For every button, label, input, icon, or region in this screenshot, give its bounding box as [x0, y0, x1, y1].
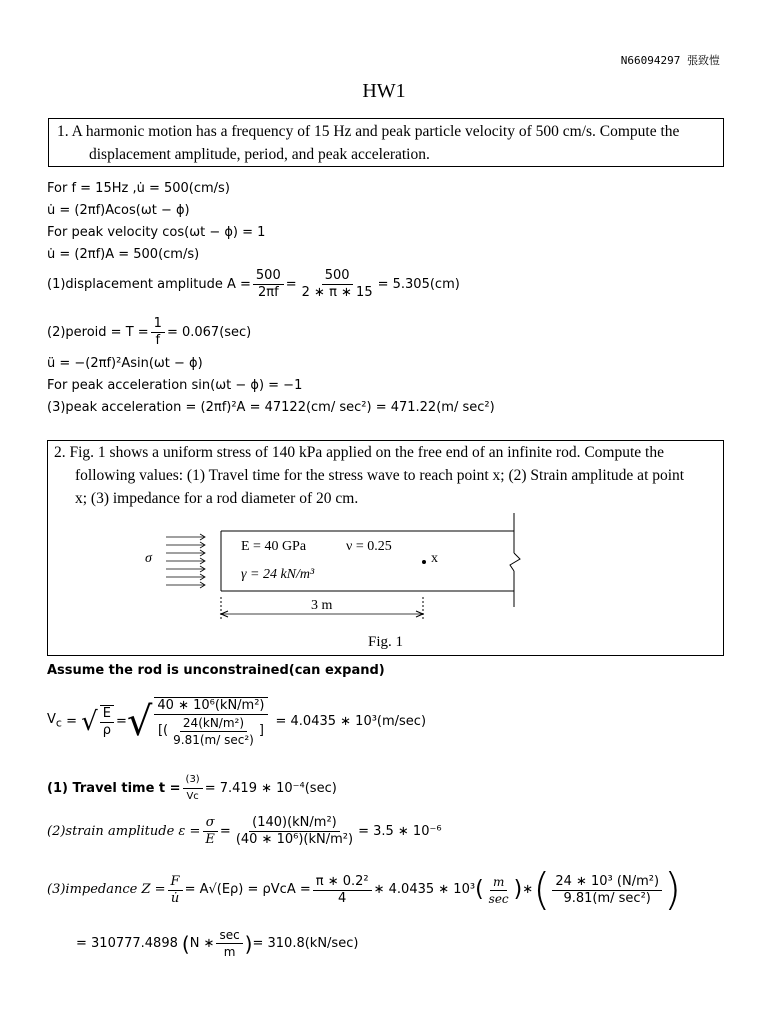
problem-1-line-1: 1. A harmonic motion has a frequency of 15 Hz and peak particle velocity of 500 cm/s. Compute the	[57, 123, 680, 140]
problem-1-line-2: displacement amplitude, period, and peak acceleration.	[89, 146, 430, 163]
strain-result: = 3.5 ∗ 10⁻⁶	[358, 823, 442, 839]
multiply: ∗	[522, 882, 534, 897]
denominator: 9.81(m/ sec²)	[173, 732, 254, 747]
length-label: 3 m	[311, 598, 333, 613]
denominator: 2πf	[257, 285, 279, 300]
numerator: π ∗ 0.2²	[313, 874, 372, 891]
numerator: F	[168, 874, 183, 891]
fraction	[100, 705, 114, 739]
impedance-label: (3)impedance Z =	[47, 882, 166, 897]
sol1-line-7: ü = −(2πf)²Asin(ωt − ϕ)	[47, 356, 203, 371]
numerator: (140)(kN/m²)	[249, 815, 340, 832]
numerator: 24 ∗ 10³ (N/m²)	[552, 874, 662, 891]
equals: =	[115, 714, 127, 729]
fraction	[233, 815, 356, 848]
denominator: 2 ∗ π ∗ 15	[301, 285, 373, 300]
numerator: σ	[203, 815, 218, 832]
fraction	[170, 715, 257, 748]
close-paren: )	[664, 864, 682, 915]
denominator: sec	[488, 891, 509, 906]
equals: =	[61, 714, 82, 729]
fraction	[154, 697, 267, 748]
modulus-label: E = 40 GPa	[241, 539, 307, 554]
denominator: f	[155, 333, 161, 348]
equals: =	[285, 276, 297, 292]
numerator: 500	[322, 268, 353, 285]
sol1-line-8: For peak acceleration sin(ωt − ϕ) = −1	[47, 378, 303, 393]
fraction	[299, 268, 376, 301]
wave-velocity	[47, 690, 426, 754]
displacement-result: = 5.305(cm)	[377, 276, 460, 292]
denominator: E	[205, 832, 215, 847]
fraction	[216, 927, 242, 960]
denominator: [( $\frac{\text{24(kN/m²)}}{\text{9.81(m/ sec²)}}$ ]	[157, 715, 264, 747]
equals: =	[219, 823, 231, 839]
close-paren: )	[513, 877, 523, 902]
student-id-line	[621, 52, 720, 68]
point-x-label: x	[431, 551, 438, 566]
sqrt-sign: √	[81, 707, 98, 737]
sigma-label: σ	[145, 551, 152, 566]
impedance-value: = 310777.4898	[76, 935, 178, 951]
period-result: = 0.067(sec)	[166, 324, 252, 340]
fraction	[202, 815, 218, 848]
vc-symbol: $V_c$	[47, 712, 62, 730]
impedance-result: = 310.8(kN/sec)	[252, 935, 359, 951]
page-title: HW1	[362, 80, 406, 102]
denominator: Vc	[186, 791, 199, 802]
sol1-line-4: u̇ = (2πf)A = 500(cm/s)	[47, 247, 200, 262]
open-paren: (	[181, 931, 190, 956]
impedance-final	[76, 927, 358, 960]
assumption: Assume the rod is unconstrained(can expand)	[47, 663, 385, 678]
travel-time-label: (1) Travel time t =	[47, 780, 181, 796]
sol1-line-3: For peak velocity cos(ωt − ϕ) = 1	[47, 225, 266, 240]
open-paren: (	[533, 864, 551, 915]
sol1-line-9: (3)peak acceleration = (2πf)²A = 47122(cm/ sec²) = 471.22(m/ sec²)	[47, 400, 495, 415]
denominator: m	[223, 945, 236, 959]
strain-label: (2)strain amplitude ε =	[47, 823, 201, 839]
sqrt-sign: √	[126, 699, 153, 745]
student-id: N66094297	[620, 54, 681, 67]
fraction	[313, 874, 372, 907]
vc-result: = 4.0435 ∗ 10³(m/sec)	[275, 714, 427, 729]
denominator: u̇	[170, 890, 180, 906]
sol1-period	[47, 316, 251, 349]
numerator: 24(kN/m²)	[180, 715, 247, 732]
problem-1-box	[48, 118, 724, 167]
fraction	[183, 772, 203, 805]
denominator: 4	[338, 890, 347, 906]
impedance	[47, 858, 681, 922]
open-paren: (	[475, 877, 484, 902]
problem-2-line-1: 2. Fig. 1 shows a uniform stress of 140 kPa applied on the free end of an infinite rod. Compute the	[54, 444, 664, 461]
sol1-displacement	[47, 268, 460, 301]
numerator: 40 ∗ 10⁶(kN/m²)	[154, 698, 267, 715]
denominator: ρ	[102, 723, 111, 738]
denominator: (40 ∗ 10⁶)(kN/m²)	[235, 832, 354, 847]
close-paren: )	[244, 931, 253, 956]
numerator: (3)	[183, 772, 203, 789]
impedance-middle: = A√(Eρ) = ρVcA =	[184, 882, 311, 897]
problem-2-line-2: following values: (1) Travel time for the stress wave to reach point x; (2) Strain amplitude at point	[75, 467, 685, 484]
travel-time-result: = 7.419 ∗ 10⁻⁴(sec)	[204, 780, 337, 796]
unit-prefix: N ∗	[189, 935, 215, 951]
fraction	[552, 874, 662, 907]
sol1-line-1: For f = 15Hz ,u̇ = 500(cm/s)	[47, 181, 230, 196]
numerator: 500	[253, 268, 284, 285]
period-label: (2)peroid = T =	[47, 324, 149, 340]
numerator: sec	[216, 927, 242, 944]
numerator: E	[100, 706, 114, 723]
impedance-multiplier: ∗ 4.0435 ∗ 10³	[373, 882, 476, 897]
problem-2-line-3: x; (3) impedance for a rod diameter of 20 cm.	[75, 490, 359, 507]
strain-amplitude	[47, 815, 442, 848]
numerator: 1	[151, 316, 165, 333]
problem-2-box	[47, 440, 724, 656]
numerator: m	[490, 874, 507, 891]
poisson-label: ν = 0.25	[346, 539, 392, 554]
unit-weight-label: γ = 24 kN/m³	[241, 567, 315, 582]
travel-time	[47, 772, 337, 805]
sol1-line-2: u̇ = (2πf)Acos(ωt − ϕ)	[47, 203, 190, 218]
fraction	[168, 874, 183, 907]
displacement-label: (1)displacement amplitude A =	[47, 276, 251, 292]
fraction	[486, 874, 512, 907]
fraction	[151, 316, 165, 349]
denominator: 9.81(m/ sec²)	[563, 890, 651, 906]
student-name: 張致愷	[687, 54, 720, 67]
fraction	[253, 268, 284, 301]
figure-caption: Fig. 1	[368, 634, 404, 650]
